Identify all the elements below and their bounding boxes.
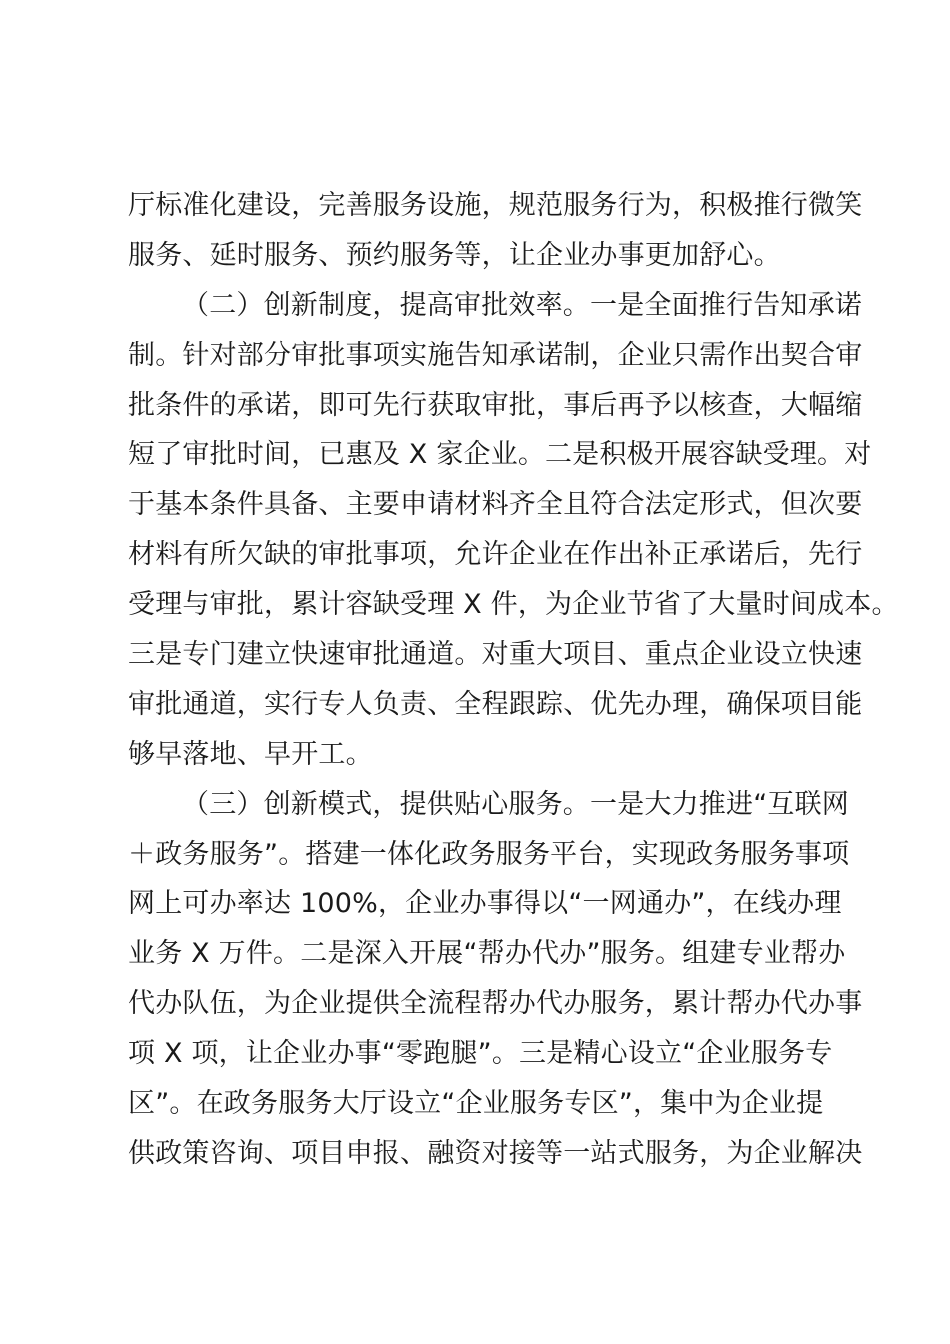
text-line: 项 X 项，让企业办事“零跑腿”。三是精心设立“企业服务专 bbox=[128, 1038, 833, 1070]
text-line: 厅标准化建设，完善服务设施，规范服务行为，积极推行微笑 bbox=[128, 190, 863, 221]
text-line: ＋政务服务”。搭建一体化政务服务平台，实现政务服务事项 bbox=[128, 838, 850, 870]
text-line: 审批通道，实行专人负责、全程跟踪、优先办理，确保项目能 bbox=[128, 688, 863, 720]
text-line: 批条件的承诺，即可先行获取审批，事后再予以核查，大幅缩 bbox=[128, 389, 863, 421]
text-line: 网上可办率达 100%，企业办事得以“一网通办”，在线办理 bbox=[128, 888, 842, 920]
text-line: 代办队伍，为企业提供全流程帮办代办服务，累计帮办代办事 bbox=[128, 988, 863, 1020]
text-line: 材料有所欠缺的审批事项，允许企业在作出补正承诺后，先行 bbox=[128, 539, 863, 571]
text-line: 三是专门建立快速审批通道。对重大项目、重点企业设立快速 bbox=[128, 639, 863, 671]
text-line: 业务 X 万件。二是深入开展“帮办代办”服务。组建专业帮办 bbox=[128, 938, 846, 970]
text-line: 服务、延时服务、预约服务等，让企业办事更加舒心。 bbox=[128, 239, 781, 271]
text-line: 供政策咨询、项目申报、融资对接等一站式服务，为企业解决 bbox=[128, 1137, 863, 1169]
text-line: 短了审批时间，已惠及 X 家企业。二是积极开展容缺受理。对 bbox=[128, 439, 872, 471]
text-line: 区”。在政务服务大厅设立“企业服务专区”，集中为企业提 bbox=[128, 1088, 824, 1120]
text-line: 够早落地、早开工。 bbox=[128, 738, 373, 770]
section-heading-line: （三）创新模式，提供贴心服务。一是大力推进“互联网 bbox=[182, 788, 849, 820]
section-heading-line: （二）创新制度，提高审批效率。一是全面推行告知承诺 bbox=[182, 289, 862, 321]
text-line: 制。针对部分审批事项实施告知承诺制，企业只需作出契合审 bbox=[128, 339, 863, 371]
text-line: 于基本条件具备、主要申请材料齐全且符合法定形式，但次要 bbox=[128, 489, 863, 521]
text-line: 受理与审批，累计容缺受理 X 件，为企业节省了大量时间成本。 bbox=[128, 589, 899, 621]
body-text bbox=[128, 181, 899, 1179]
